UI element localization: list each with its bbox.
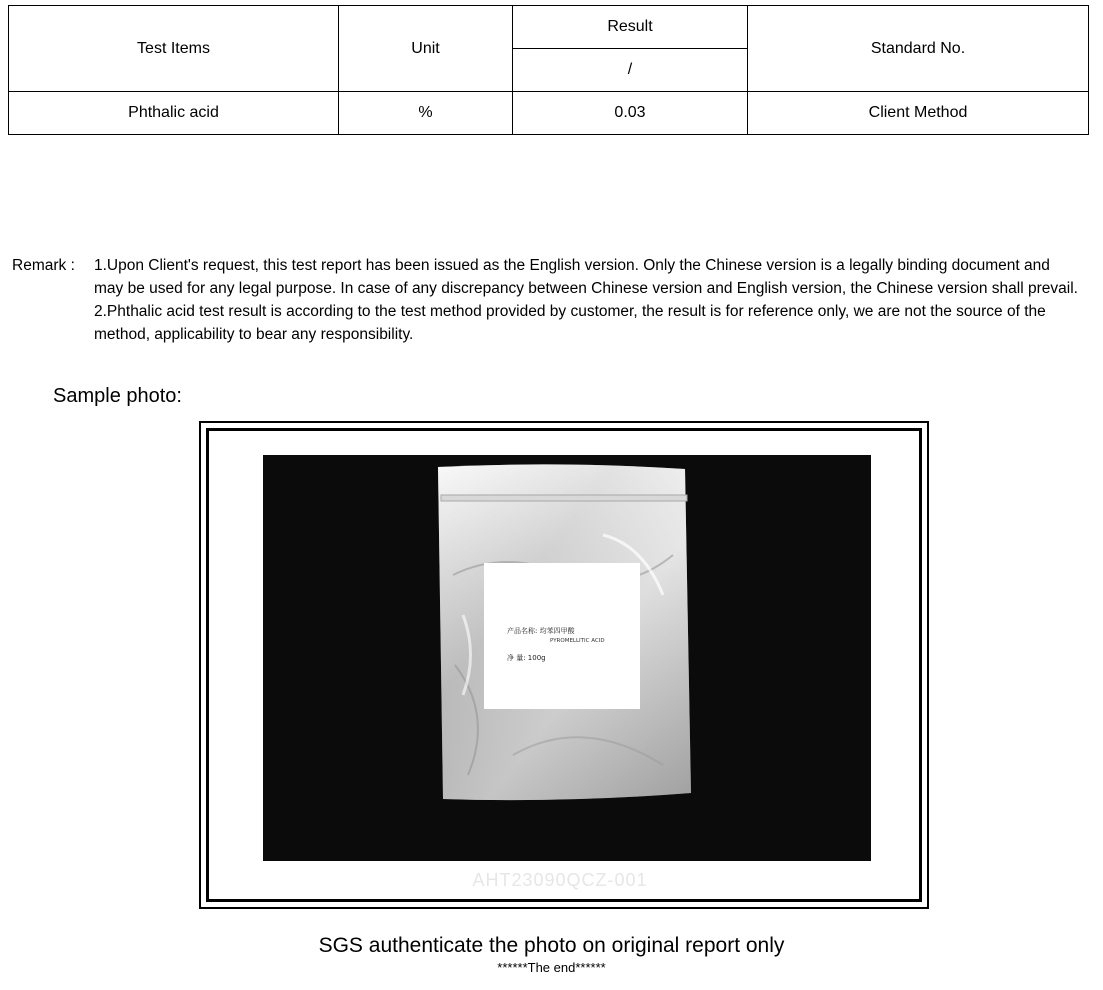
label-name-line: 产品名称: 均苯四甲酸 (507, 627, 575, 635)
header-unit: Unit (339, 6, 513, 92)
cell-result: 0.03 (513, 92, 748, 135)
cell-unit: % (339, 92, 513, 135)
remark-body (94, 254, 1079, 346)
sample-photo (263, 455, 871, 861)
cell-test-item: Phthalic acid (9, 92, 339, 135)
photo-caption: SGS authenticate the photo on original report only (318, 934, 785, 957)
cell-standard-no: Client Method (748, 92, 1089, 135)
label-weight-line: 净 量: 100g (507, 654, 546, 662)
bag-zipper (441, 495, 687, 501)
label-product-en: PYROMELLITIC ACID (550, 638, 605, 644)
sample-bag-image (263, 455, 871, 861)
header-result: Result (513, 6, 748, 49)
header-result-sub: / (513, 49, 748, 92)
table-row (9, 92, 1089, 135)
results-table (8, 5, 1089, 135)
remark-item-1: 1.Upon Client's request, this test report has been issued as the English version. Only the Chinese version is a legally binding document and may be used for any legal purpose. In case of any discrepancy between Chinese version and English version, the Chinese version shall prevail. (94, 257, 1078, 297)
bag-label (484, 563, 640, 709)
header-standard-no: Standard No. (748, 6, 1089, 92)
sample-photo-label: Sample photo: (53, 385, 182, 407)
remark-label: Remark : (12, 257, 75, 274)
photo-watermark: AHT23090QCZ-001 (472, 870, 648, 890)
header-test-items: Test Items (9, 6, 339, 92)
end-marker: ******The end****** (497, 960, 606, 975)
remark-item-2: 2.Phthalic acid test result is according to the test method provided by customer, the result is for reference only, we are not the source of the method, applicability to bear any responsibility. (94, 303, 1046, 343)
